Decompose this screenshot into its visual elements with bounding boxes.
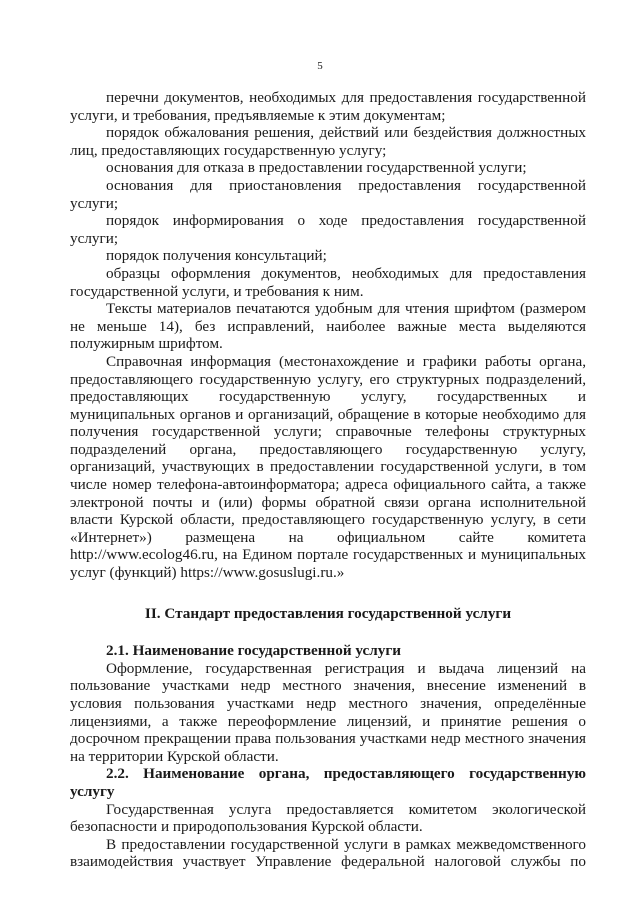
paragraph: образцы оформления документов, необходимых для предоставления государственной услуги, и требования к ним. [70, 264, 586, 300]
subsection-heading: 2.2. Наименование органа, предоставляющего государственную услугу [70, 765, 586, 800]
subsection-heading: 2.1. Наименование государственной услуги [106, 642, 402, 660]
paragraph: основания для отказа в предоставлении государственной услуги; [106, 159, 527, 177]
paragraph: Оформление, государственная регистрация и выдача лицензий на пользование участками недр местного значения, внесение изменений в условия пользования участками недр местного значения, определённые лицензиями, а также переоформление лицензий, и принятие решения о досрочном прекращении права пользования участками недр местного значения на территории Курской области. [70, 659, 586, 765]
paragraph: Тексты материалов печатаются удобным для чтения шрифтом (размером не меньше 14), без исправлений, наиболее важные места выделяются полужирным шрифтом. [70, 300, 586, 353]
paragraph: Государственная услуга предоставляется комитетом экологической безопасности и природопользования Курской области. [70, 800, 586, 836]
reference-info-paragraph: Справочная информация (местонахождение и графики работы органа, предоставляющего государственную услугу, его структурных подразделений, предоставляющих государственную услугу, государственных и муниципальных органов и организаций, обращение в которые необходимо для получения государственной услуги; справочные телефоны структурных подразделений органа, предоставляющего государственную услугу, организаций, участвующих в предоставлении государственной услуги, в том числе номер телефона-автоинформатора; адреса официального сайта, а также электроной почты и (или) формы обратной связи органа исполнительной власти Курской области, предоставляющего государственную услугу, в сети «Интернет») размещена на официальном сайте комитета http://www.ecolog46.ru, на Едином портале государственных и муниципальных услуг (функций) https://www.gosuslugi.ru.» [70, 352, 586, 582]
paragraph: порядок информирования о ходе предоставления государственной услуги; [70, 212, 586, 247]
paragraph: основания для приостановления предоставления государственной услуги; [70, 176, 586, 212]
paragraph: порядок получения консультаций; [106, 247, 327, 265]
paragraph: В предоставлении государственной услуги в рамках межведомственного взаимодействия участвует Управление федеральной налоговой службы по [70, 835, 586, 871]
paragraph: порядок обжалования решения, действий или бездействия должностных лиц, предоставляющих государственную услугу; [70, 124, 586, 159]
paragraph: перечни документов, необходимых для предоставления государственной услуги, и требования, предъявляемые к этим документам; [70, 89, 586, 124]
section-heading: II. Стандарт предоставления государственной услуги [144, 604, 512, 622]
page-number: 5 [317, 60, 323, 72]
document-body [70, 89, 586, 871]
